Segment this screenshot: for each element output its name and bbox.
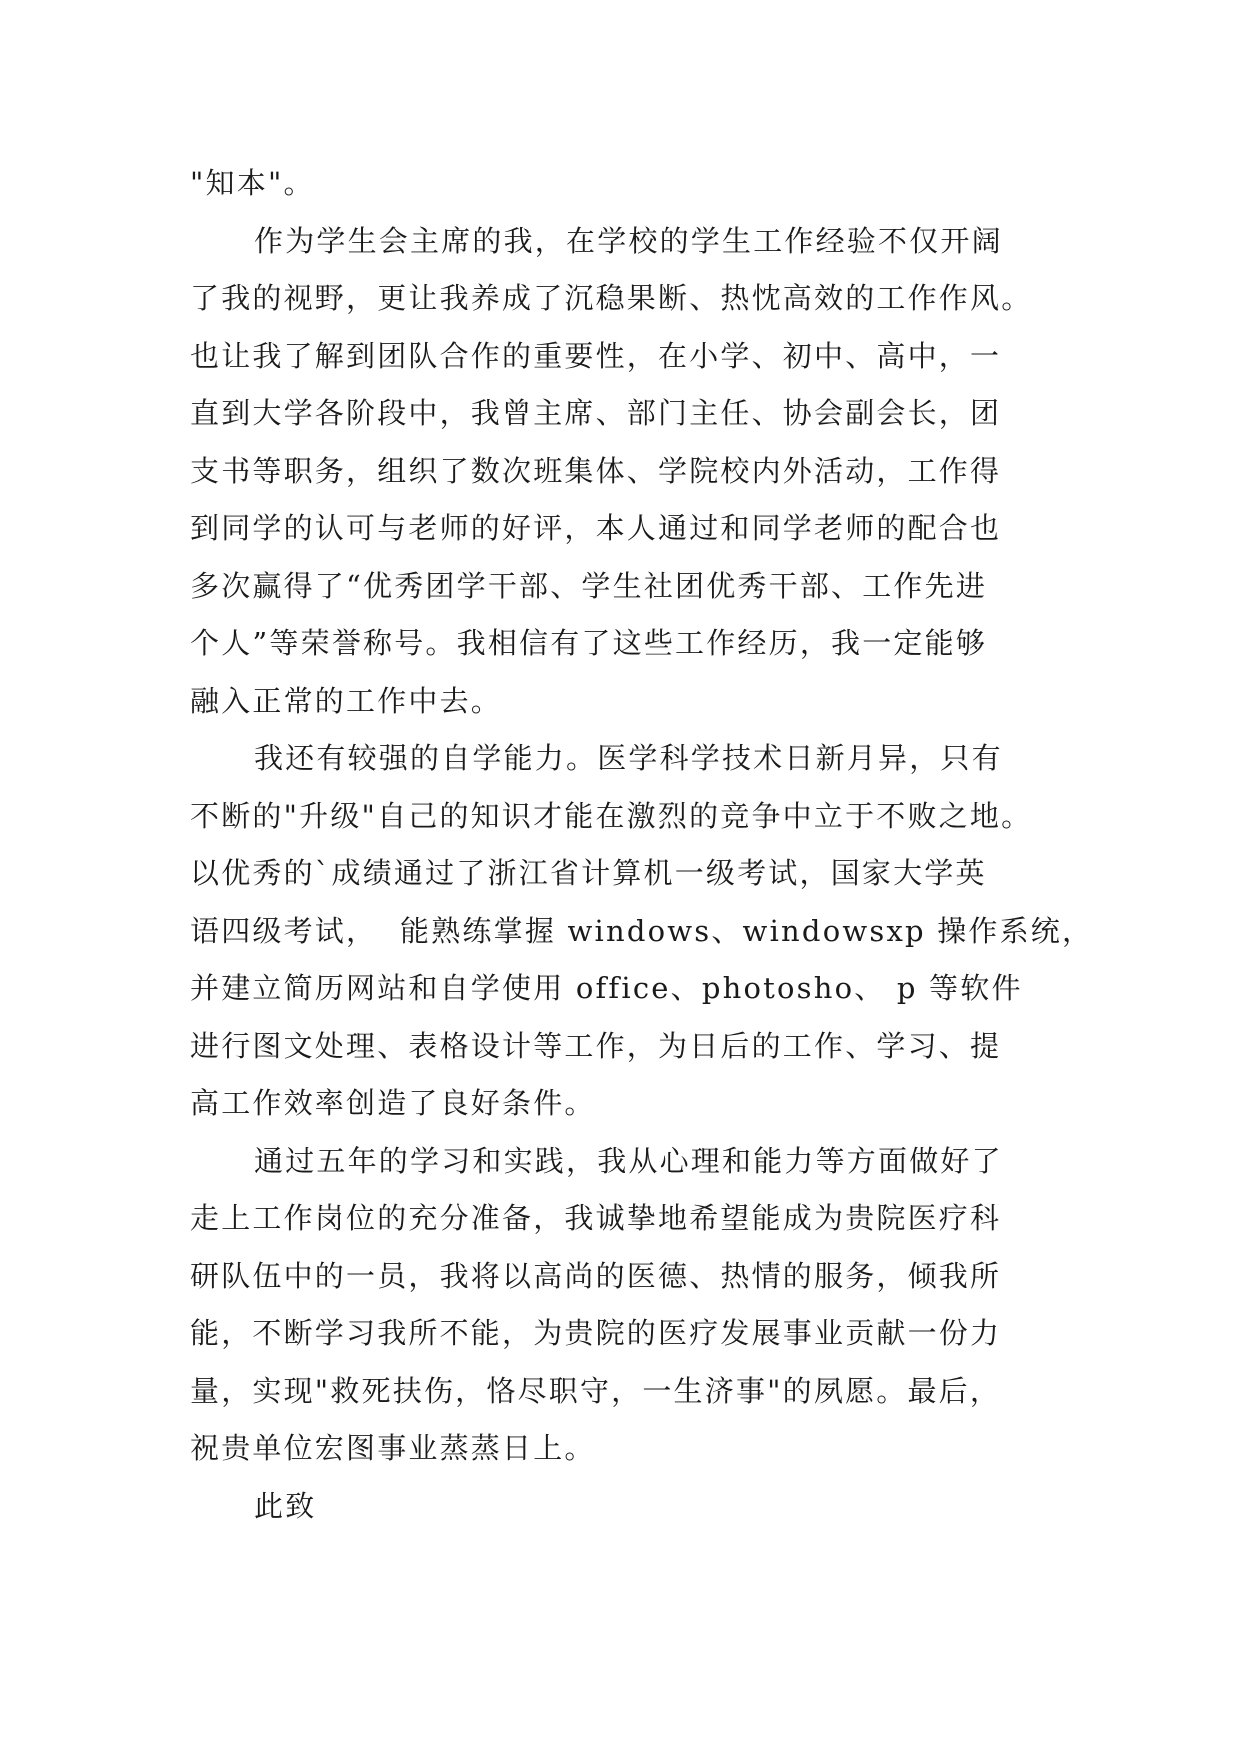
text-line: 走上工作岗位的充分准备，我诚挚地希望能成为贵院医疗科 <box>190 1201 1002 1235</box>
text-line: 语四级考试， 能熟练掌握 windows、windowsxp 操作系统， <box>190 913 1094 948</box>
text-line: 个人”等荣誉称号。我相信有了这些工作经历，我一定能够 <box>190 626 988 660</box>
text-line: 也让我了解到团队合作的重要性，在小学、初中、高中，一 <box>190 338 1002 373</box>
text-line: 量，实现"救死扶伤，恪尽职守，一生济事"的夙愿。最后， <box>190 1373 1002 1408</box>
text-line: 到同学的认可与老师的好评，本人通过和同学老师的配合也 <box>190 511 1002 545</box>
text-line: 进行图文处理、表格设计等工作，为日后的工作、学习、提 <box>190 1028 1002 1063</box>
text-line: 研队伍中的一员，我将以高尚的医德、热情的服务，倾我所 <box>190 1258 1002 1293</box>
text-line: 以优秀的`成绩通过了浙江省计算机一级考试，国家大学英 <box>190 856 987 890</box>
letter-body <box>190 155 1094 1535</box>
text-line: 融入正常的工作中去。 <box>190 683 503 718</box>
paragraph-start-line: 通过五年的学习和实践，我从心理和能力等方面做好了 <box>254 1143 1003 1178</box>
text-line: "知本"。 <box>190 166 315 200</box>
paragraph-start-line: 作为学生会主席的我，在学校的学生工作经验不仅开阔 <box>254 223 1003 258</box>
closing-salutation: 此致 <box>254 1488 317 1523</box>
text-line: 不断的"升级"自己的知识才能在激烈的竞争中立于不败之地。 <box>190 798 1033 833</box>
paragraph-start-line: 我还有较强的自学能力。医学科学技术日新月异，只有 <box>254 741 1003 775</box>
text-line: 了我的视野，更让我养成了沉稳果断、热忱高效的工作作风。 <box>190 281 1033 315</box>
text-line: 支书等职务，组织了数次班集体、学院校内外活动，工作得 <box>190 453 1002 488</box>
text-line: 祝贵单位宏图事业蒸蒸日上。 <box>190 1431 596 1465</box>
text-line: 并建立简历网站和自学使用 office、photosho、 p 等软件 <box>190 971 1023 1005</box>
text-line: 多次赢得了“优秀团学干部、学生社团优秀干部、工作先进 <box>190 568 988 603</box>
text-line: 直到大学各阶段中，我曾主席、部门主任、协会副会长，团 <box>190 396 1002 430</box>
text-line: 高工作效率创造了良好条件。 <box>190 1086 596 1120</box>
text-line: 能，不断学习我所不能，为贵院的医疗发展事业贡献一份力 <box>190 1316 1002 1350</box>
